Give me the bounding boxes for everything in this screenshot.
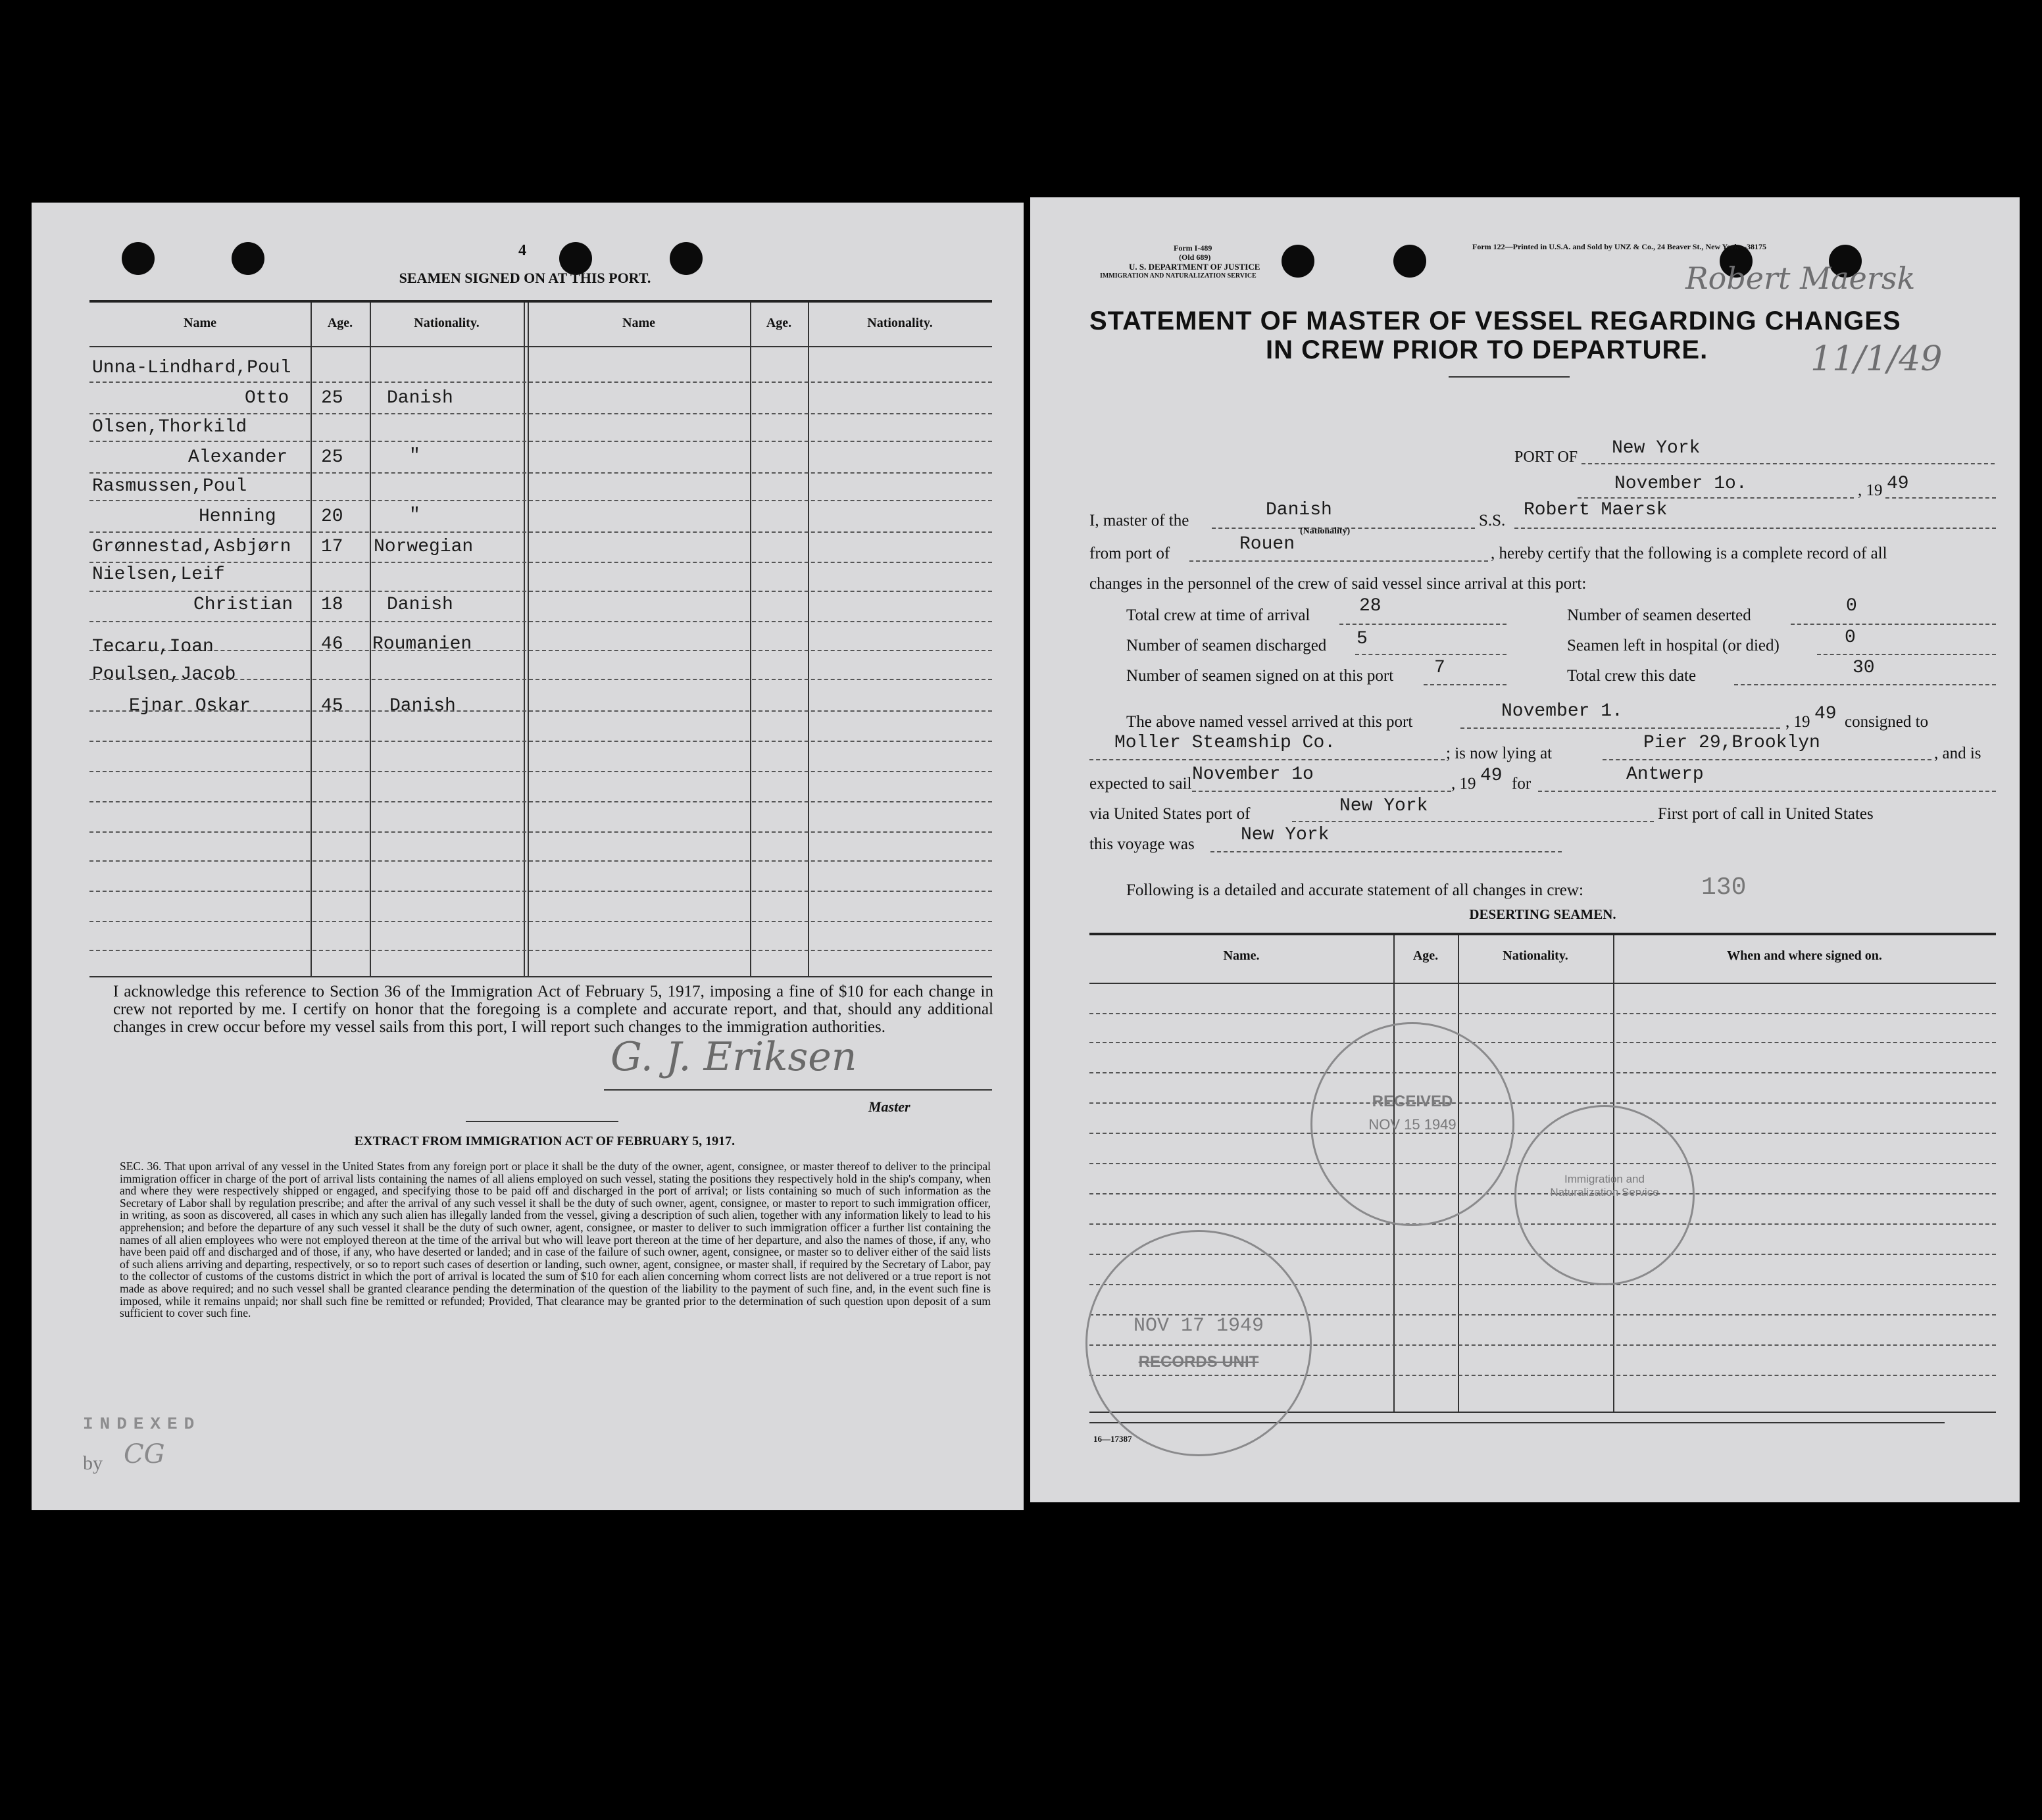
certify-text: , hereby certify that the following is a complete record of all xyxy=(1491,545,1887,562)
expected-value: November 1o xyxy=(1192,764,1314,785)
stat-value-hospital: 0 xyxy=(1845,627,1856,648)
field-line xyxy=(1734,684,1996,685)
seaman-age: 25 xyxy=(321,447,343,468)
header-age-2: Age. xyxy=(766,316,792,330)
col-divider xyxy=(528,303,529,976)
field-line xyxy=(1538,791,1996,792)
seaman-nationality: Danish xyxy=(387,595,453,615)
from-port-value: Rouen xyxy=(1239,534,1295,554)
row-rule xyxy=(89,741,992,742)
consignee-value: Moller Steamship Co. xyxy=(1114,733,1336,753)
and-is-label: , and is xyxy=(1934,745,1981,762)
row-rule xyxy=(89,860,992,862)
arrived-year-prefix: , 19 xyxy=(1785,713,1810,731)
row-rule xyxy=(1089,1013,1996,1014)
stat-value-signed-on: 7 xyxy=(1434,658,1445,678)
acknowledgment-text: I acknowledge this reference to Section 36 of the Immigration Act of February 5, 1917, imposing a fine of $10 for each change in crew not reported by me. I certify on honor that the foregoing is a complete and accurate report, and that, should any additional changes in crew occur before my vessel sails from this port, I will report such changes to the immigration authorities. xyxy=(113,983,993,1036)
for-label: for xyxy=(1512,775,1532,793)
indexed-initials: CG xyxy=(124,1439,165,1469)
field-line xyxy=(1339,624,1507,625)
ship-name-value: Robert Maersk xyxy=(1524,500,1668,520)
indexed-by-label: by xyxy=(83,1452,103,1474)
stat-label-signed-on: Number of seamen signed on at this port xyxy=(1126,667,1394,685)
lying-label: ; is now lying at xyxy=(1446,745,1553,762)
nationality-value: Danish xyxy=(1266,500,1332,520)
field-line xyxy=(1424,684,1507,685)
left-page xyxy=(32,203,1024,1510)
seaman-given-name: Alexander xyxy=(188,447,288,468)
count-mark: 130 xyxy=(1701,873,1747,902)
right-page xyxy=(1030,197,2020,1502)
field-line xyxy=(1817,654,1996,655)
field-line xyxy=(1514,528,1996,529)
field-line xyxy=(1885,497,1996,499)
row-rule xyxy=(89,921,992,922)
field-line xyxy=(1189,560,1488,562)
master-of-the-label: I, master of the xyxy=(1089,512,1189,529)
row-rule xyxy=(89,591,992,592)
consigned-label: consigned to xyxy=(1845,713,1929,731)
year-value: 49 xyxy=(1887,474,1909,494)
field-line xyxy=(1292,821,1654,822)
seaman-age: 45 xyxy=(321,696,343,716)
field-line xyxy=(1460,727,1780,729)
table-header-rule xyxy=(89,346,992,347)
stat-label-total-date: Total crew this date xyxy=(1567,667,1697,685)
seaman-given-name: Otto xyxy=(245,388,289,408)
form-number: Form I-489 xyxy=(1174,243,1212,253)
header-when-where: When and where signed on. xyxy=(1727,948,1882,963)
header-nationality: Nationality. xyxy=(414,316,480,330)
immigration-stamp xyxy=(1514,1105,1695,1285)
divider xyxy=(466,1121,618,1122)
seaman-surname: Nielsen,Leif xyxy=(92,564,225,585)
stat-label-deserted: Number of seamen deserted xyxy=(1567,606,1751,624)
field-line xyxy=(1791,624,1996,625)
expected-label: expected to sail xyxy=(1089,775,1192,793)
stat-value-discharged: 5 xyxy=(1357,629,1368,649)
stat-value-total-arrival: 28 xyxy=(1359,596,1382,616)
title-underline xyxy=(1449,376,1570,378)
punch-hole xyxy=(1282,245,1314,278)
this-voyage-value: New York xyxy=(1241,825,1330,845)
records-stamp-date: NOV 17 1949 xyxy=(1133,1315,1264,1337)
field-line xyxy=(1603,759,1931,760)
nationality-caption: (Nationality) xyxy=(1300,526,1351,536)
seaman-nationality: " xyxy=(409,505,420,526)
col-divider xyxy=(311,303,312,976)
form-title-line1: STATEMENT OF MASTER OF VESSEL REGARDING CHANGES xyxy=(1089,307,1901,335)
row-rule xyxy=(89,891,992,892)
row-rule xyxy=(89,413,992,414)
extract-title: EXTRACT FROM IMMIGRATION ACT OF FEBRUARY 5, 1917. xyxy=(354,1134,735,1148)
stat-value-deserted: 0 xyxy=(1846,596,1857,616)
seaman-surname: Grønnestad,Asbjørn xyxy=(92,537,291,557)
punch-hole xyxy=(1393,245,1426,278)
section-36-text: SEC. 36. That upon arrival of any vessel in the United States from any foreign port or place it shall be the duty of the owner, agent, consignee, or master thereof to deliver to the principal immigration officer in charge of the port of arrival lists containing the names of all aliens employed on such vessel, stating the positions they respectively hold in the ship's company, when and where they were respectively shipped or engaged, and specifying those to be paid off and discharged in the port of arrival; or lists containing so much of such information as the Secretary of Labor shall by regulation prescribe; and after the arrival of any such vessel it shall be the duty of such owner, agent, consignee, or master to report to such immigration officer, in writing, as soon as discovered, all cases in which any such alien has illegally landed from the vessel, giving a description of such alien, together with any information likely to lead to his apprehension; and before the departure of any such vessel it shall be the duty of such owner, agent, consignee, or master to deliver to such immigration officer a further list containing the names of all alien employees who were not employed thereon at the time of the arrival but who will leave port thereon at the time of her departure, and also the names of those, if any, who have been paid off and discharged and of those, if any, who have deserted or landed; and in case of the failure of such owner, agent, consignee, or master so to deliver either of the said lists of such aliens arriving and departing, respectively, or so to report such cases of desertion or landing, such owner, agent, consignee, or master shall, if required by the Secretary of Labor, pay to the collector of customs of the customs district in which the port of arrival is located the sum of $10 for each alien concerning whom correct lists are not delivered or a true report is not made as above required; and no such vessel shall be granted clearance pending the determination of the question of the liability to the payment of such fine, and, in the event such fine is imposed, while it remains unpaid; nor shall such fine be remitted or refunded; Provided, That clearance may be granted prior to the determination of such question upon deposit of a sum sufficient to cover such fine. xyxy=(120,1160,991,1320)
seaman-nationality: " xyxy=(409,446,420,466)
form-old-number: (Old 689) xyxy=(1179,253,1211,262)
date-value: November 1o. xyxy=(1614,474,1747,494)
via-value: New York xyxy=(1339,796,1428,816)
received-stamp-date: NOV 15 1949 xyxy=(1368,1116,1457,1133)
field-line xyxy=(1089,759,1445,760)
punch-hole xyxy=(122,242,155,275)
seaman-surname: Rasmussen,Poul xyxy=(92,476,247,497)
col-divider xyxy=(750,303,751,976)
seaman-nationality: Danish xyxy=(387,388,453,408)
expected-year-prefix: , 19 xyxy=(1451,775,1476,793)
punch-hole xyxy=(232,242,264,275)
row-rule xyxy=(89,621,992,622)
row-rule xyxy=(89,500,992,501)
seaman-age: 25 xyxy=(321,388,343,408)
page-number: 4 xyxy=(518,242,526,259)
stat-label-hospital: Seamen left in hospital (or died) xyxy=(1567,637,1780,654)
field-line xyxy=(1355,654,1507,655)
records-stamp-label: RECORDS UNIT xyxy=(1138,1353,1259,1371)
stat-label-total-arrival: Total crew at time of arrival xyxy=(1126,606,1310,624)
handwritten-date: 11/1/49 xyxy=(1810,339,1943,379)
row-rule xyxy=(1089,1072,1996,1073)
header-name: Name. xyxy=(1223,948,1260,963)
seaman-given-name: Henning xyxy=(199,506,276,527)
row-rule xyxy=(1089,1042,1996,1043)
seaman-age: 18 xyxy=(321,595,343,615)
arrived-year-value: 49 xyxy=(1814,704,1837,724)
seaman-nationality: Danish xyxy=(389,696,456,716)
row-rule xyxy=(89,562,992,563)
footer-code: 16—17387 xyxy=(1093,1434,1132,1444)
received-stamp xyxy=(1310,1022,1514,1226)
for-value: Antwerp xyxy=(1626,764,1704,785)
col-divider xyxy=(808,303,809,976)
seaman-surname: Poulsen,Jacob xyxy=(92,664,236,685)
row-rule xyxy=(89,950,992,951)
ss-label: S.S. xyxy=(1479,512,1506,529)
row-rule xyxy=(89,650,992,651)
seaman-age: 20 xyxy=(321,506,343,527)
seaman-given-name: Christian xyxy=(193,595,293,615)
header-age: Age. xyxy=(1412,948,1439,963)
records-unit-stamp xyxy=(1085,1230,1312,1456)
port-value: New York xyxy=(1612,438,1701,458)
port-of-label: PORT OF xyxy=(1514,449,1578,466)
seaman-nationality: Roumanien xyxy=(372,634,472,654)
deserting-seamen-title: DESERTING SEAMEN. xyxy=(1469,906,1616,922)
seaman-nationality: Norwegian xyxy=(374,537,474,557)
table-top-rule xyxy=(1089,933,1996,935)
row-rule xyxy=(1089,1102,1996,1104)
row-rule xyxy=(89,441,992,442)
master-signature: G. J. Eriksen xyxy=(610,1034,857,1080)
header-nationality-2: Nationality. xyxy=(867,316,933,330)
following-text: Following is a detailed and accurate statement of all changes in crew: xyxy=(1126,881,1583,899)
header-name-2: Name xyxy=(622,316,655,330)
field-line xyxy=(1581,463,1995,464)
changes-text: changes in the personnel of the crew of said vessel since arrival at this port: xyxy=(1089,575,1587,593)
lying-value: Pier 29,Brooklyn xyxy=(1643,733,1820,753)
header-age: Age. xyxy=(327,316,353,330)
row-rule xyxy=(89,381,992,383)
seaman-given-name: Ejnar Oskar xyxy=(129,696,251,716)
this-voyage-label: this voyage was xyxy=(1089,835,1195,853)
year-prefix: , 19 xyxy=(1858,481,1883,499)
table-header-rule xyxy=(1089,983,1996,984)
table-top-rule xyxy=(89,300,992,303)
row-rule xyxy=(89,472,992,474)
field-line xyxy=(1192,791,1451,792)
immigration-stamp-text: Immigration and Naturalization Service xyxy=(1550,1173,1659,1198)
expected-year-value: 49 xyxy=(1480,766,1503,786)
department-name: U. S. DEPARTMENT OF JUSTICE xyxy=(1129,262,1260,272)
printer-line: Form 122—Printed in U.S.A. and Sold by UNZ & Co., 24 Beaver St., New York—38175 xyxy=(1472,242,1767,251)
header-name: Name xyxy=(184,316,216,330)
row-rule xyxy=(89,831,992,833)
col-divider xyxy=(370,303,371,976)
col-divider xyxy=(524,303,525,976)
row-rule xyxy=(89,771,992,772)
arrived-value: November 1. xyxy=(1501,701,1623,722)
seaman-age: 17 xyxy=(321,537,343,557)
handwritten-ship-name: Robert Maersk xyxy=(1685,260,1916,296)
via-label: via United States port of xyxy=(1089,805,1251,823)
service-name: IMMIGRATION AND NATURALIZATION SERVICE xyxy=(1100,272,1257,280)
from-port-label: from port of xyxy=(1089,545,1170,562)
seamen-signed-title: SEAMEN SIGNED ON AT THIS PORT. xyxy=(399,270,651,286)
signature-line xyxy=(604,1089,992,1091)
indexed-stamp: INDEXED xyxy=(83,1414,201,1434)
master-label: Master xyxy=(868,1098,910,1115)
form-title-line2: IN CREW PRIOR TO DEPARTURE. xyxy=(1266,335,1708,364)
row-rule xyxy=(89,801,992,802)
received-stamp-label: RECEIVED xyxy=(1372,1093,1453,1110)
seaman-surname: Olsen,Thorkild xyxy=(92,417,247,437)
seaman-age: 46 xyxy=(321,634,343,654)
stat-label-discharged: Number of seamen discharged xyxy=(1126,637,1327,654)
seaman-surname: Unna-Lindhard,Poul xyxy=(92,358,291,378)
seaman-surname: Tecaru,Ioan xyxy=(92,637,214,657)
stat-value-total-date: 30 xyxy=(1853,658,1875,678)
table-bottom-rule xyxy=(89,976,992,977)
first-port-label: First port of call in United States xyxy=(1658,805,1874,823)
field-line xyxy=(1578,497,1854,499)
field-line xyxy=(1210,851,1562,852)
arrived-label: The above named vessel arrived at this port xyxy=(1126,713,1413,731)
row-rule xyxy=(89,531,992,533)
header-nationality: Nationality. xyxy=(1503,948,1568,963)
